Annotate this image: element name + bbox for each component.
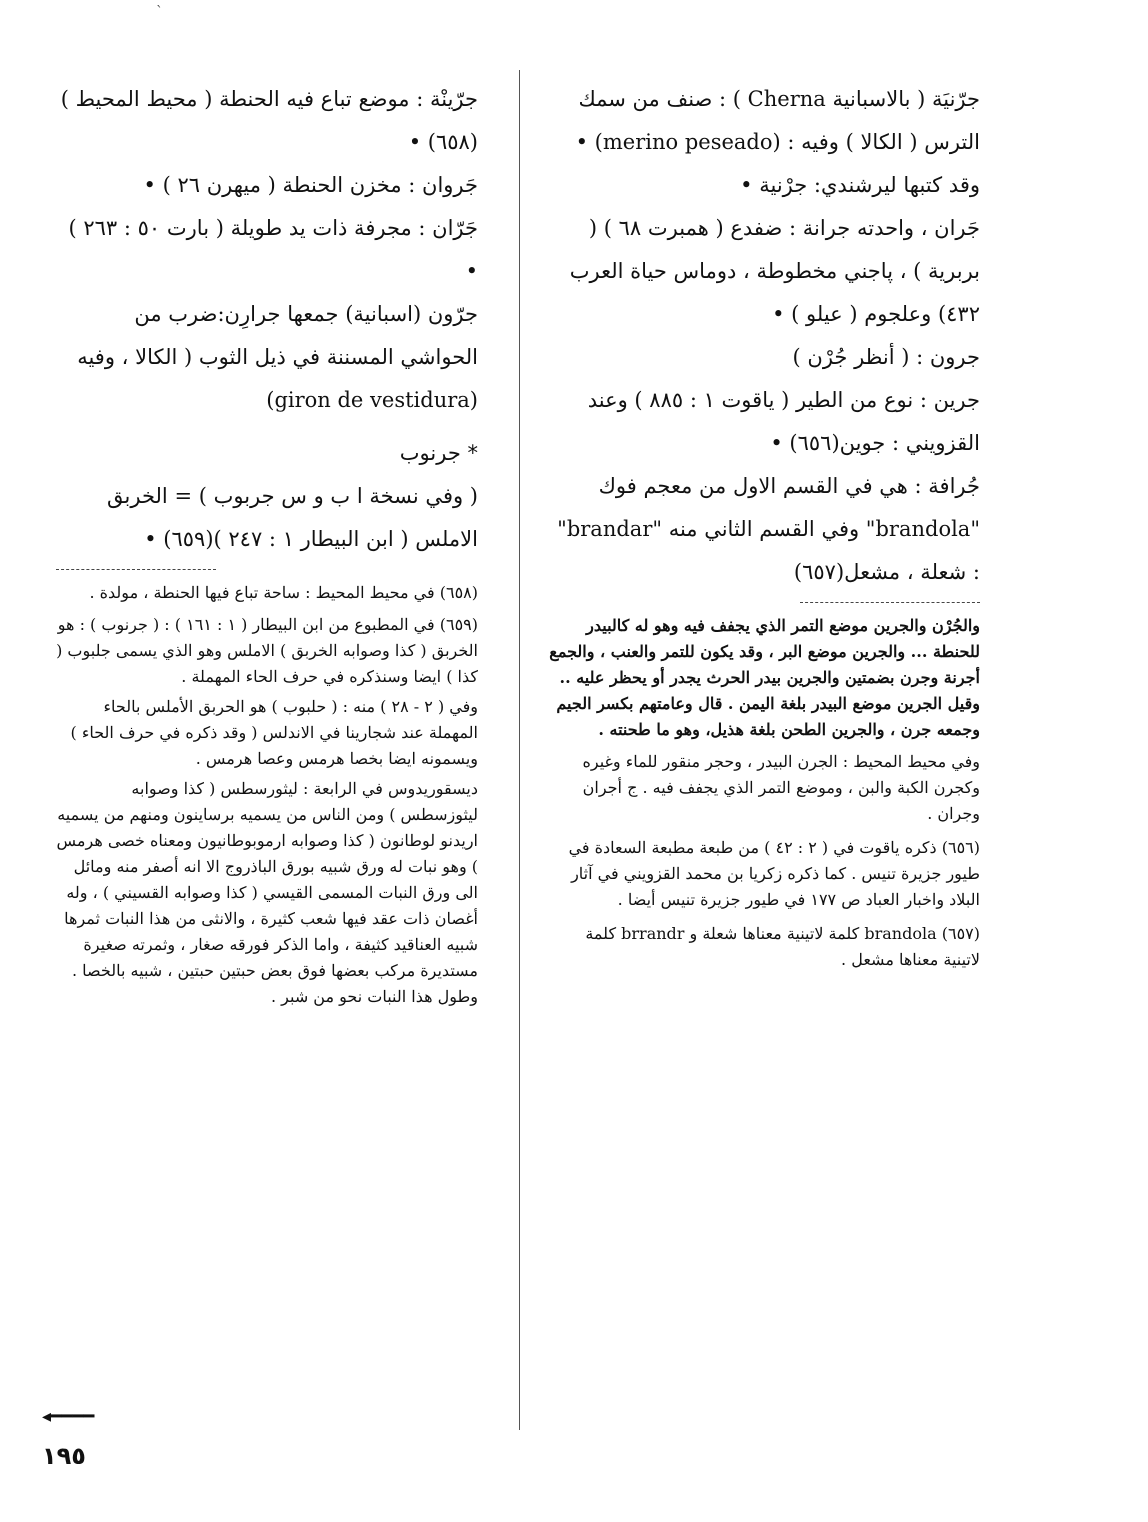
entry-jarrun: جرّون (اسبانية) جمعها جرارِن:ضرب من الحواشي المسننة في ذيل الثوب ( الكالا ، وفيه (giron de vestidura): [77, 302, 478, 412]
footnote-separator: [800, 602, 980, 603]
footnote-658: (٦٥٨) في محيط المحيط : ساحة تباع فيها الحنطة ، مولدة .: [89, 583, 478, 602]
entry-jarwan: جَروان : مخزن الحنطة ( ميهرن ٢٦ ) •: [143, 173, 478, 197]
column-divider: [519, 70, 520, 1430]
footnote-657: (٦٥٧) brandola كلمة لاتينية معناها شعلة و brrandr كلمة لاتينية معناها مشعل .: [585, 924, 980, 969]
entry-jaran: جَران ، واحدته جرانة : ضفدع ( همبرت ٦٨ ) ( بربرية ) ، پاجني مخطوطة ، دوماس حياة العرب ٤٣٢) وعلجوم ( عيلو ) •: [569, 216, 980, 326]
entry-jarina: جرّينْة : موضع تباع فيه الحنطة ( محيط المحيط )(٦٥٨) •: [60, 87, 478, 154]
footnote-separator: [56, 569, 216, 570]
footnote-659: (٦٥٩) في المطبوع من ابن البيطار ( ١ : ١٦١ ) : ( جرنوب ) : هو الخربق ( كذا وصوابه الخربق ) الاملس وهو الذي يسمى جلبوب ( كذا ) ايضا وسنذكره في حرف الحاء المهملة .: [56, 615, 478, 686]
footnote-quote: والجُرْن والجرين موضع التمر الذي يجفف فيه وهو له كالبيدر للحنطة ... والجرين موضع البر ، وقد يكون للتمر والعنب ، والجمع أجرنة وجرن بضمتين والجرين بيدر الحرث يجدر أو يحظر عليه .. وقيل الجرين موضع البيدر بلغة اليمن . قال وعامتهم بكسر الجيم وجمعه جرن ، والجرين الطحن بلغة هذيل، وهو ما طحنته .: [549, 616, 980, 739]
scan-mark: `: [156, 4, 163, 20]
entry-jarnub: ( وفي نسخة ا ب و س جربوب ) = الخربق الاملس ( ابن البيطار ١ : ٢٤٧ )(٦٥٩) •: [107, 484, 478, 551]
entry-jarin: جرين : نوع من الطير ( ياقوت ١ : ٨٨٥ ) وعند القزويني : جوين(٦٥٦) •: [587, 388, 980, 455]
entry-jarniya: جرّنيَة ( بالاسبانية Cherna ) : صنف من سمك الترس ( الكالا ) وفيه : (merino peseado) • وقد كتبها ليرشندي: جرْنية •: [575, 87, 980, 197]
entry-jurafa: جُرافة : هي في القسم الاول من معجم فوك "brandola" وفي القسم الثاني منه "brandar" : شعلة ، مشعل(٦٥٧): [557, 474, 980, 584]
right-column: [548, 78, 980, 973]
footnote-656: (٦٥٦) ذكره ياقوت في ( ٢ : ٤٢ ) من طبعة مطبعة السعادة في طيور جزيرة تنيس . كما ذكره زكريا بن محمد القزويني في آثار البلاد واخبار العباد ص ١٧٧ في طيور جزيرة تنيس أيضا .: [568, 838, 980, 909]
footnote-659-dioscorides: ديسقوريدوس في الرابعة : ليثورسطس ( كذا وصوابه ليثوزسطس ) ومن الناس من يسميه برساينون ومنهم من يسميه اريدنو لوطانون ( كذا وصوابه ارموبوطانيون ومعناه خصى هرمس ) وهو نبات له ورق شبيه بورق الباذروج الا انه أصفر منه ومائل الى ورق النبات المسمى القيسي ( كذا وصوابه القسيني ) ، وله أغصان ذات عقد فيها شعب كثيرة ، والانثى من هذا النبات ثمرها شبيه العناقيد كثيفة ، واما الذكر فورقه صغار ، وثمرته صغيرة مستديرة مركب بعضها فوق بعض حبتين حبتين ، شبيه بالخصا . وطول هذا النبات نحو من شبر .: [56, 779, 478, 1006]
continuation-arrow-icon: ◂━━━━: [42, 1406, 95, 1427]
entry-jarnub-heading: * جرنوب: [399, 441, 478, 465]
left-column: [56, 78, 478, 1010]
footnote-quote: وفي محيط المحيط : الجرن البيدر ، وحجر منقور للماء وغيره وكجرن الكبة والبن ، وموضع التمر الذي يجفف فيه . ج أجران وجران .: [582, 752, 980, 823]
entry-jarran: جَرّان : مجرفة ذات يد طويلة ( بارت ٥٠ : ٢٦٣ ) •: [68, 216, 478, 283]
footnote-659-cont: وفي ( ٢ - ٢٨ ) منه : ( حلبوب ) هو الحربق الأملس بالحاء المهملة عند شجارينا في الاندلس ( وقد ذكره في حرف الحاء ) ويسمونه ايضا بخصا هرمس وعصا هرمس .: [70, 697, 478, 768]
entry-jarun: جرون : ( أنظر جُرْن ): [792, 345, 980, 369]
page-number: ١٩٥: [42, 1442, 86, 1470]
